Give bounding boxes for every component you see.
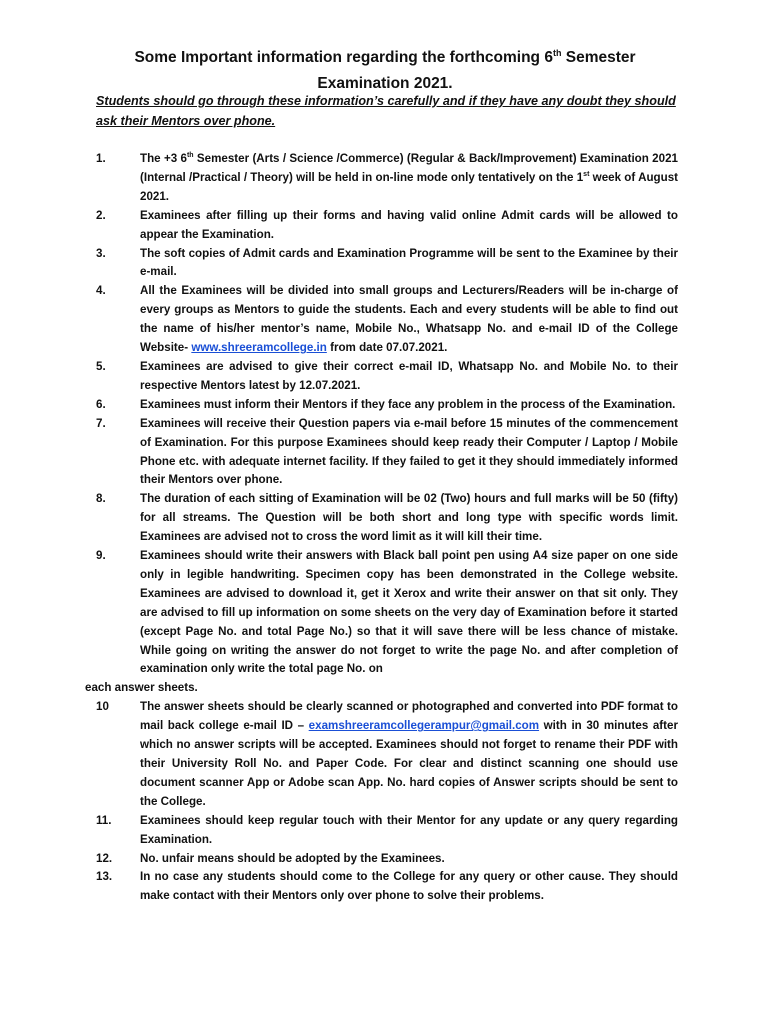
list-item — [96, 415, 678, 491]
list-item — [96, 358, 678, 396]
item-number: 3. — [96, 246, 106, 260]
list-item — [96, 490, 678, 547]
item-text: Examinees should write their answers with Black ball point pen using A4 size paper on one side only in legible handwriting. Specimen copy has been demonstrated in the College website. Examinees are advised to download it, get it Xerox and write their answer on that sit only. They are advised to fill up information on some sheets on the very day of Examination before it started (except Page No. and total Page No.) so that it will save there will be less chance of mistake. While going on writing the answer do not forget to write the page No. and after completion of examination only write the total page No. on — [140, 549, 678, 676]
list-item — [96, 245, 678, 283]
exam-email-link[interactable]: examshreeramcollegerampur@gmail.com — [308, 719, 540, 733]
list-item — [96, 282, 678, 358]
item-number: 9. — [96, 549, 106, 563]
list-item — [96, 850, 678, 869]
item-text: No. unfair means should be adopted by the Examinees. — [140, 851, 445, 865]
instruction-subtitle: Students should go through these information’s carefully and if they have any doubt they should ask their Mentors over phone. — [96, 94, 676, 128]
title-line2: Examination 2021. — [317, 75, 453, 93]
list-item — [96, 868, 678, 906]
list-item — [96, 547, 678, 679]
item-text: The answer sheets should be clearly scanned or photographed and converted into PDF format to mail back college e-mail ID – examshreeramcollegerampur@gmail.com with in 30 minutes after which no answer scripts will be accepted. Examinees should not forget to rename their PDF with their University Roll No. and Paper Code. For clear and distinct scanning one should use document scanner App or Adobe scan App. No. hard copies of Answer scripts should be sent to the College. — [140, 700, 678, 808]
item-text: In no case any students should come to the College for any query or other cause. They should make contact with their Mentors only over phone to solve their problems. — [140, 870, 678, 903]
list-item — [96, 207, 678, 245]
item-text: Examinees after filling up their forms and having valid online Admit cards will be allowed to appear the Examination. — [140, 208, 678, 241]
item-number: 5. — [96, 359, 106, 373]
item-text: Examinees are advised to give their correct e-mail ID, Whatsapp No. and Mobile No. to their respective Mentors latest by 12.07.2021. — [140, 359, 678, 392]
item-number: 4. — [96, 284, 106, 298]
item-number: 11. — [96, 813, 112, 827]
title-line1: Some Important information regarding the forthcoming 6th Semester — [134, 48, 636, 67]
item-text: Examinees will receive their Question papers via e-mail before 15 minutes of the commencement of Examination. For this purpose Examinees should keep ready their Computer / Laptop / Mobile Phone etc. with adequate internet facility. If they failed to get it they should immediately informed their Mentors over phone. — [140, 416, 678, 487]
item-number: 7. — [96, 416, 106, 430]
item-text: Examinees should keep regular touch with their Mentor for any update or any query regarding Examination. — [140, 813, 678, 846]
page-title — [100, 40, 670, 97]
list-item — [96, 698, 678, 811]
item-number: 1. — [96, 152, 106, 165]
list-item — [96, 396, 678, 415]
item-number: 12. — [96, 851, 113, 865]
item-text: All the Examinees will be divided into small groups and Lecturers/Readers will be in-charge of every groups as Mentors to guide the students. Each and every students will be able to find out the name of his/her mentor’s name, Mobile No., Whatsapp No. and e-mail ID of the College Website- www.shreeramcollege.in from date 07.07.2021. — [140, 284, 678, 355]
college-website-link[interactable]: www.shreeramcollege.in — [191, 341, 327, 355]
information-list — [85, 150, 678, 906]
item-number: 6. — [96, 397, 106, 411]
item-number: 13. — [96, 870, 113, 884]
item-text: The soft copies of Admit cards and Examination Programme will be sent to the Examinee by their e-mail. — [140, 246, 678, 279]
item-text: The +3 6th Semester (Arts / Science /Commerce) (Regular & Back/Improvement) Examination 2021 (Internal /Practical / Theory) will be held in on-line mode only tentatively on the 1st week of August 2021. — [140, 152, 678, 203]
item-number: 10 — [96, 700, 109, 714]
item-number: 8. — [96, 492, 106, 506]
item-text-continuation: each answer sheets. — [85, 681, 198, 695]
list-item — [96, 812, 678, 850]
item-text: The duration of each sitting of Examination will be 02 (Two) hours and full marks will be 50 (fifty) for all streams. The Question will be both short and long type with specific words limit. Examinees are advised not to cross the word limit as it will kill their time. — [140, 492, 678, 544]
item-number: 2. — [96, 208, 106, 222]
list-item — [96, 150, 678, 207]
item-text: Examinees must inform their Mentors if they face any problem in the process of the Examination. — [140, 397, 676, 411]
